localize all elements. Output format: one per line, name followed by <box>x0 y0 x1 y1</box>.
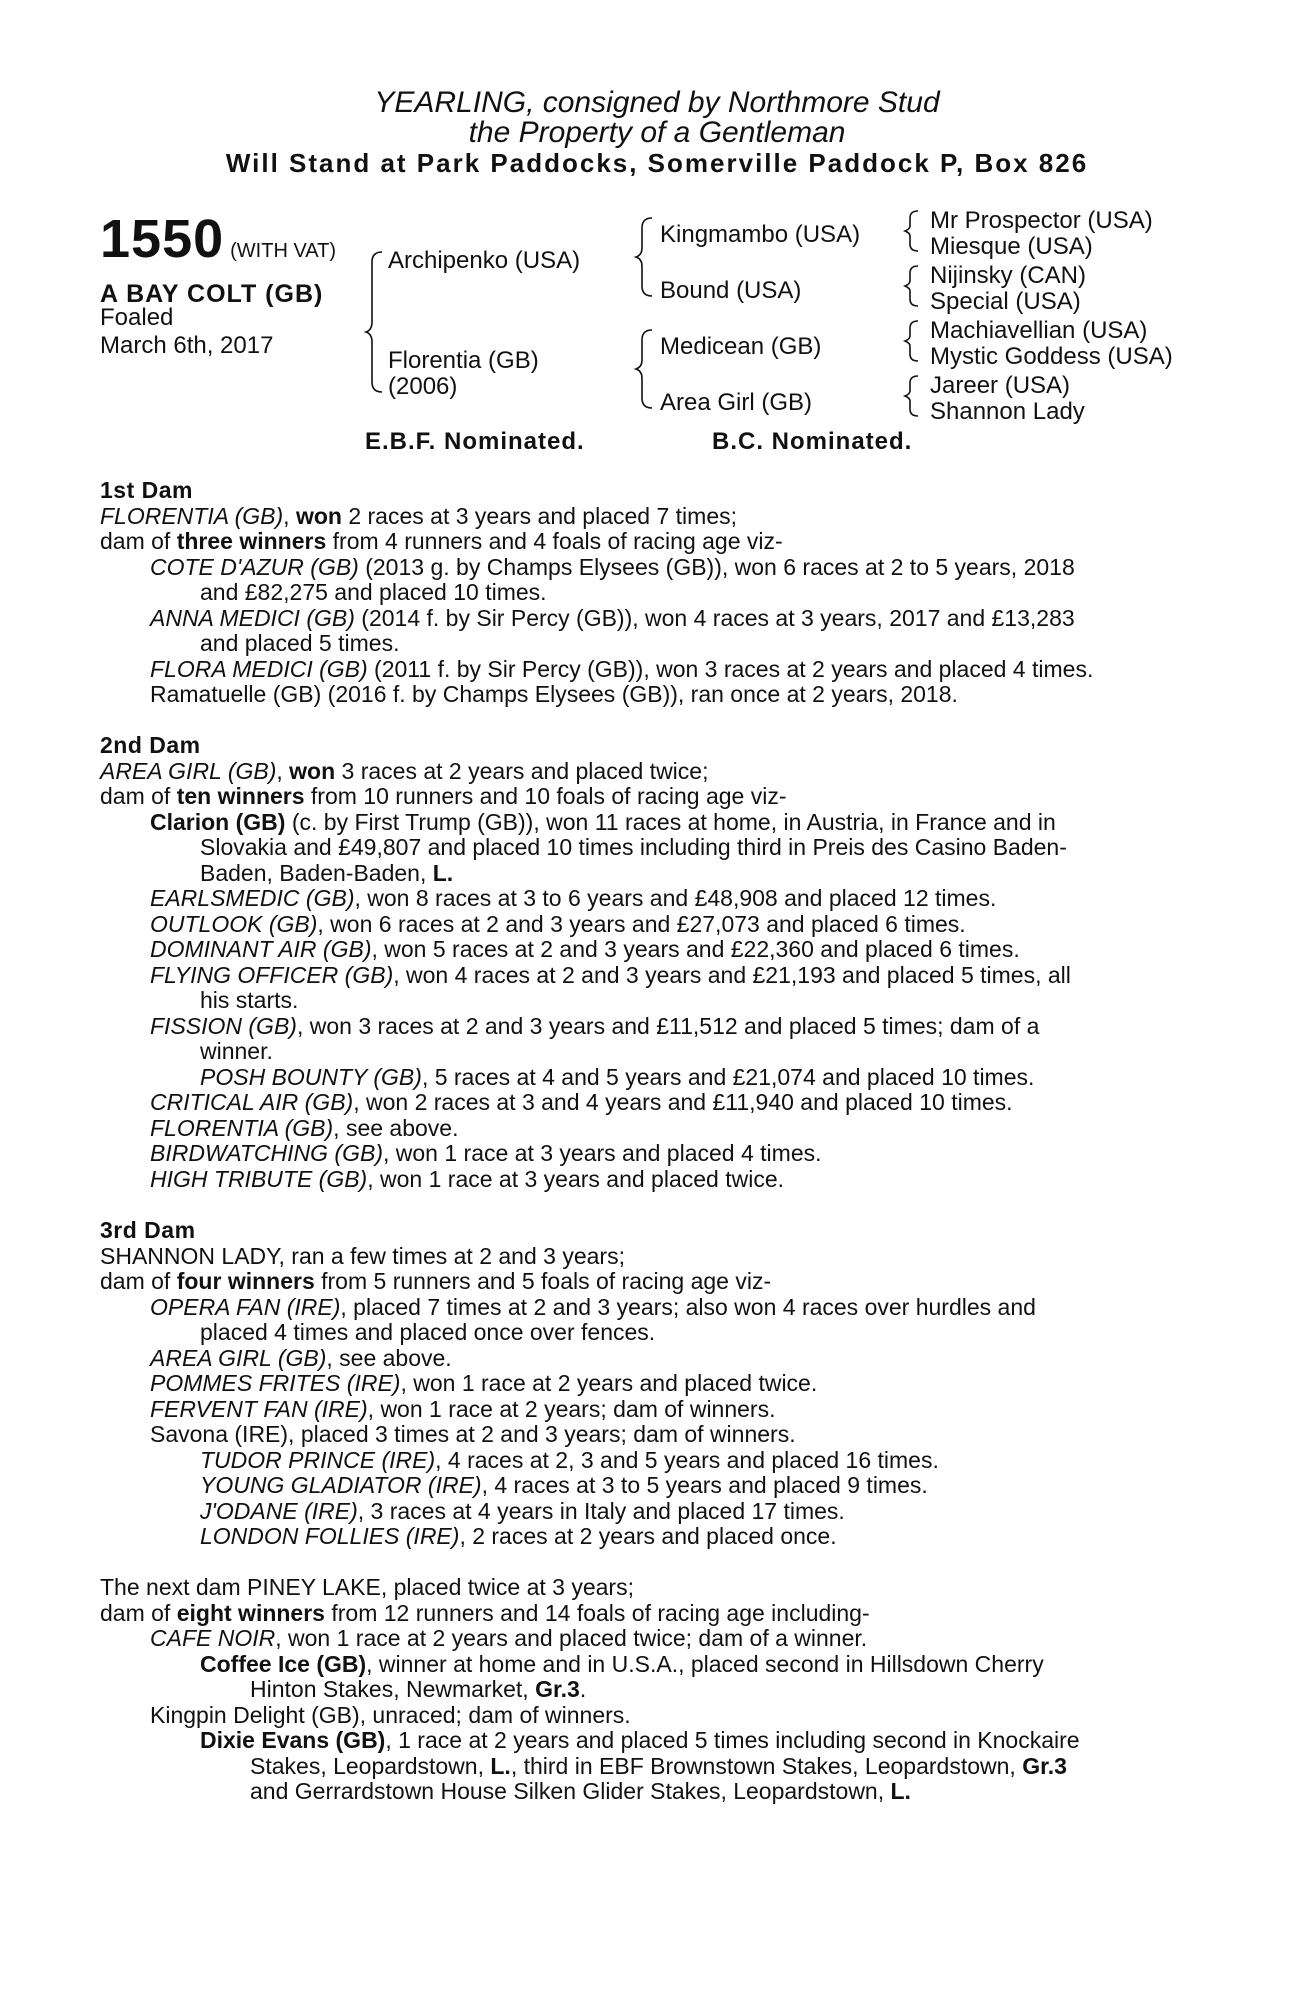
dam-summary-line: SHANNON LADY, ran a few times at 2 and 3 years; <box>100 1242 625 1269</box>
produce-summary-line: dam of four winners from 5 runners and 5 foals of racing age viz- <box>100 1268 772 1294</box>
progeny-entry: Ramatuelle (GB) (2016 f. by Champs Elysees (GB)), ran once at 2 years, 2018. <box>150 681 958 707</box>
bracket-gen1 <box>366 252 382 392</box>
grand-progeny-entry: TUDOR PRINCE (IRE), 4 races at 2, 3 and 5 years and placed 16 times. <box>200 1446 939 1473</box>
bracket-gen2-sire <box>636 218 652 296</box>
progeny-entry: BIRDWATCHING (GB), won 1 race at 3 years and placed 4 times. <box>150 1140 822 1166</box>
produce-summary-line: dam of three winners from 4 runners and 4 foals of racing age viz- <box>100 528 783 554</box>
header-stand: Will Stand at Park Paddocks, Somerville Paddock P, Box 826 <box>225 148 1089 178</box>
progeny-entry: OPERA FAN (IRE), placed 7 times at 2 and 3 years; also won 4 races over hurdles and <box>150 1293 1036 1320</box>
bracket-gen3-4 <box>905 376 918 416</box>
pedigree-sire-dam: Bound (USA) <box>660 277 802 304</box>
progeny-entry: FERVENT FAN (IRE), won 1 race at 2 years; dam of winners. <box>150 1395 776 1422</box>
section-title: 2nd Dam <box>100 732 201 758</box>
section-next-dam <box>100 1575 1210 1805</box>
grand-progeny-entry-cont: Stakes, Leopardstown, L., third in EBF Brownstown Stakes, Leopardstown, Gr.3 <box>250 1752 1067 1779</box>
progeny-entry: FLORENTIA (GB), see above. <box>150 1114 459 1141</box>
grand-progeny-entry: J'ODANE (IRE), 3 races at 4 years in Italy and placed 17 times. <box>200 1497 845 1524</box>
grand-progeny-entry: POSH BOUNTY (GB), 5 races at 4 and 5 years and £21,074 and placed 10 times. <box>200 1063 1035 1090</box>
progeny-entry: FLORA MEDICI (GB) (2011 f. by Sir Percy (GB)), won 3 races at 2 years and placed 4 times. <box>150 655 1094 682</box>
progeny-entry: AREA GIRL (GB), see above. <box>150 1344 452 1371</box>
pedigree-ddd: Shannon Lady <box>930 398 1085 425</box>
dam-summary-line: FLORENTIA (GB), won 2 races at 3 years and placed 7 times; <box>100 502 737 529</box>
header-consignor: YEARLING, consigned by Northmore Stud <box>374 86 940 119</box>
pedigree-brackets <box>0 0 1314 470</box>
produce-summary-line: dam of ten winners from 10 runners and 10 foals of racing age viz- <box>100 783 787 809</box>
produce-summary-line: dam of eight winners from 12 runners and 14 foals of racing age including- <box>100 1599 870 1626</box>
progeny-entry-cont: and placed 5 times. <box>200 630 400 656</box>
pedigree-sire-sire: Kingmambo (USA) <box>660 221 861 248</box>
progeny-entry-cont: Baden, Baden-Baden, L. <box>200 859 454 886</box>
grand-progeny-entry-cont: and Gerrardstown House Silken Glider Stakes, Leopardstown, L. <box>250 1778 911 1804</box>
progeny-entry: CRITICAL AIR (GB), won 2 races at 3 and 4 years and £11,940 and placed 10 times. <box>150 1089 1013 1115</box>
progeny-entry-cont: placed 4 times and placed once over fences. <box>200 1319 656 1345</box>
bracket-gen3-2 <box>905 266 918 306</box>
header-property: the Property of a Gentleman <box>468 116 846 149</box>
pedigree-dam: Florentia (GB) <box>388 347 539 374</box>
dam-summary-line: The next dam PINEY LAKE, placed twice at 3 years; <box>100 1574 634 1600</box>
pedigree-dss: Machiavellian (USA) <box>930 317 1148 344</box>
progeny-entry-cont: winner. <box>200 1038 273 1064</box>
pedigree-dam-year: (2006) <box>388 373 458 400</box>
pedigree-ssd: Miesque (USA) <box>930 233 1093 260</box>
progeny-entry: POMMES FRITES (IRE), won 1 race at 2 years and placed twice. <box>150 1370 818 1396</box>
pedigree-sss: Mr Prospector (USA) <box>930 207 1153 234</box>
progeny-entry-cont: his starts. <box>200 987 299 1013</box>
progeny-entry: FISSION (GB), won 3 races at 2 and 3 years and £11,512 and placed 5 times; dam of a <box>150 1012 1040 1039</box>
progeny-entry: CAFE NOIR, won 1 race at 2 years and placed twice; dam of a winner. <box>150 1625 868 1651</box>
progeny-entry: OUTLOOK (GB), won 6 races at 2 and 3 years and £27,073 and placed 6 times. <box>150 910 966 937</box>
progeny-entry: Kingpin Delight (GB), unraced; dam of winners. <box>150 1701 631 1728</box>
progeny-entry: Savona (IRE), placed 3 times at 2 and 3 years; dam of winners. <box>150 1421 796 1447</box>
dam-name: FLORENTIA (GB) <box>100 502 284 529</box>
progeny-entry: EARLSMEDIC (GB), won 8 races at 3 to 6 years and £48,908 and placed 12 times. <box>150 885 997 911</box>
grand-progeny-entry: YOUNG GLADIATOR (IRE), 4 races at 3 to 5 years and placed 9 times. <box>200 1472 928 1498</box>
progeny-entry: DOMINANT AIR (GB), won 5 races at 2 and 3 years and £22,360 and placed 6 times. <box>150 936 1020 962</box>
progeny-entry: ANNA MEDICI (GB) (2014 f. by Sir Percy (GB)), won 4 races at 3 years, 2017 and £13,283 <box>150 604 1075 631</box>
progeny-entry: COTE D'AZUR (GB) (2013 g. by Champs Elysees (GB)), won 6 races at 2 to 5 years, 2018 <box>150 553 1075 580</box>
pedigree-dsd: Mystic Goddess (USA) <box>930 343 1173 370</box>
lot-title: A BAY COLT (GB) <box>100 280 324 308</box>
bracket-gen3-3 <box>905 321 918 361</box>
section-third-dam <box>100 1218 1210 1550</box>
ebf-nominated: E.B.F. Nominated. <box>365 428 585 455</box>
grand-progeny-entry-cont: Hinton Stakes, Newmarket, Gr.3. <box>250 1676 587 1702</box>
section-first-dam <box>100 478 1210 708</box>
pedigree-dam-dam: Area Girl (GB) <box>660 389 813 416</box>
progeny-entry-cont: and £82,275 and placed 10 times. <box>200 579 547 605</box>
grand-progeny-entry: LONDON FOLLIES (IRE), 2 races at 2 years and placed once. <box>200 1523 837 1549</box>
pedigree-sire: Archipenko (USA) <box>388 247 581 274</box>
progeny-entry: FLYING OFFICER (GB), won 4 races at 2 and 3 years and £21,193 and placed 5 times, all <box>150 961 1071 988</box>
pedigree-sdd: Special (USA) <box>930 288 1081 315</box>
bracket-gen3-1 <box>905 211 918 251</box>
dam-summary-line: AREA GIRL (GB), won 3 races at 2 years and placed twice; <box>100 757 709 784</box>
grand-progeny-entry: Coffee Ice (GB), winner at home and in U.S.A., placed second in Hillsdown Cherry <box>200 1650 1044 1677</box>
progeny-entry-cont: Slovakia and £49,807 and placed 10 times including third in Preis des Casino Baden- <box>200 834 1067 860</box>
vat-label: (WITH VAT) <box>230 240 337 262</box>
grand-progeny-entry: Dixie Evans (GB), 1 race at 2 years and placed 5 times including second in Knockaire <box>200 1727 1080 1753</box>
progeny-entry: HIGH TRIBUTE (GB), won 1 race at 3 years and placed twice. <box>150 1165 785 1192</box>
section-title: 1st Dam <box>100 477 193 503</box>
dam-name: AREA GIRL (GB) <box>100 757 277 784</box>
pedigree-dds: Jareer (USA) <box>930 372 1071 399</box>
bracket-gen2-dam <box>636 330 652 408</box>
progeny-entry: Clarion (GB) (c. by First Trump (GB)), won 11 races at home, in Austria, in France and in <box>150 808 1056 835</box>
section-second-dam <box>100 733 1210 1192</box>
foaled-label: Foaled <box>100 304 174 331</box>
section-title: 3rd Dam <box>100 1217 196 1243</box>
pedigree-dam-sire: Medicean (GB) <box>660 333 822 360</box>
foaled-date: March 6th, 2017 <box>100 332 274 359</box>
bc-nominated: B.C. Nominated. <box>712 428 913 455</box>
pedigree-sds: Nijinsky (CAN) <box>930 262 1086 289</box>
lot-number: 1550 <box>100 209 225 269</box>
